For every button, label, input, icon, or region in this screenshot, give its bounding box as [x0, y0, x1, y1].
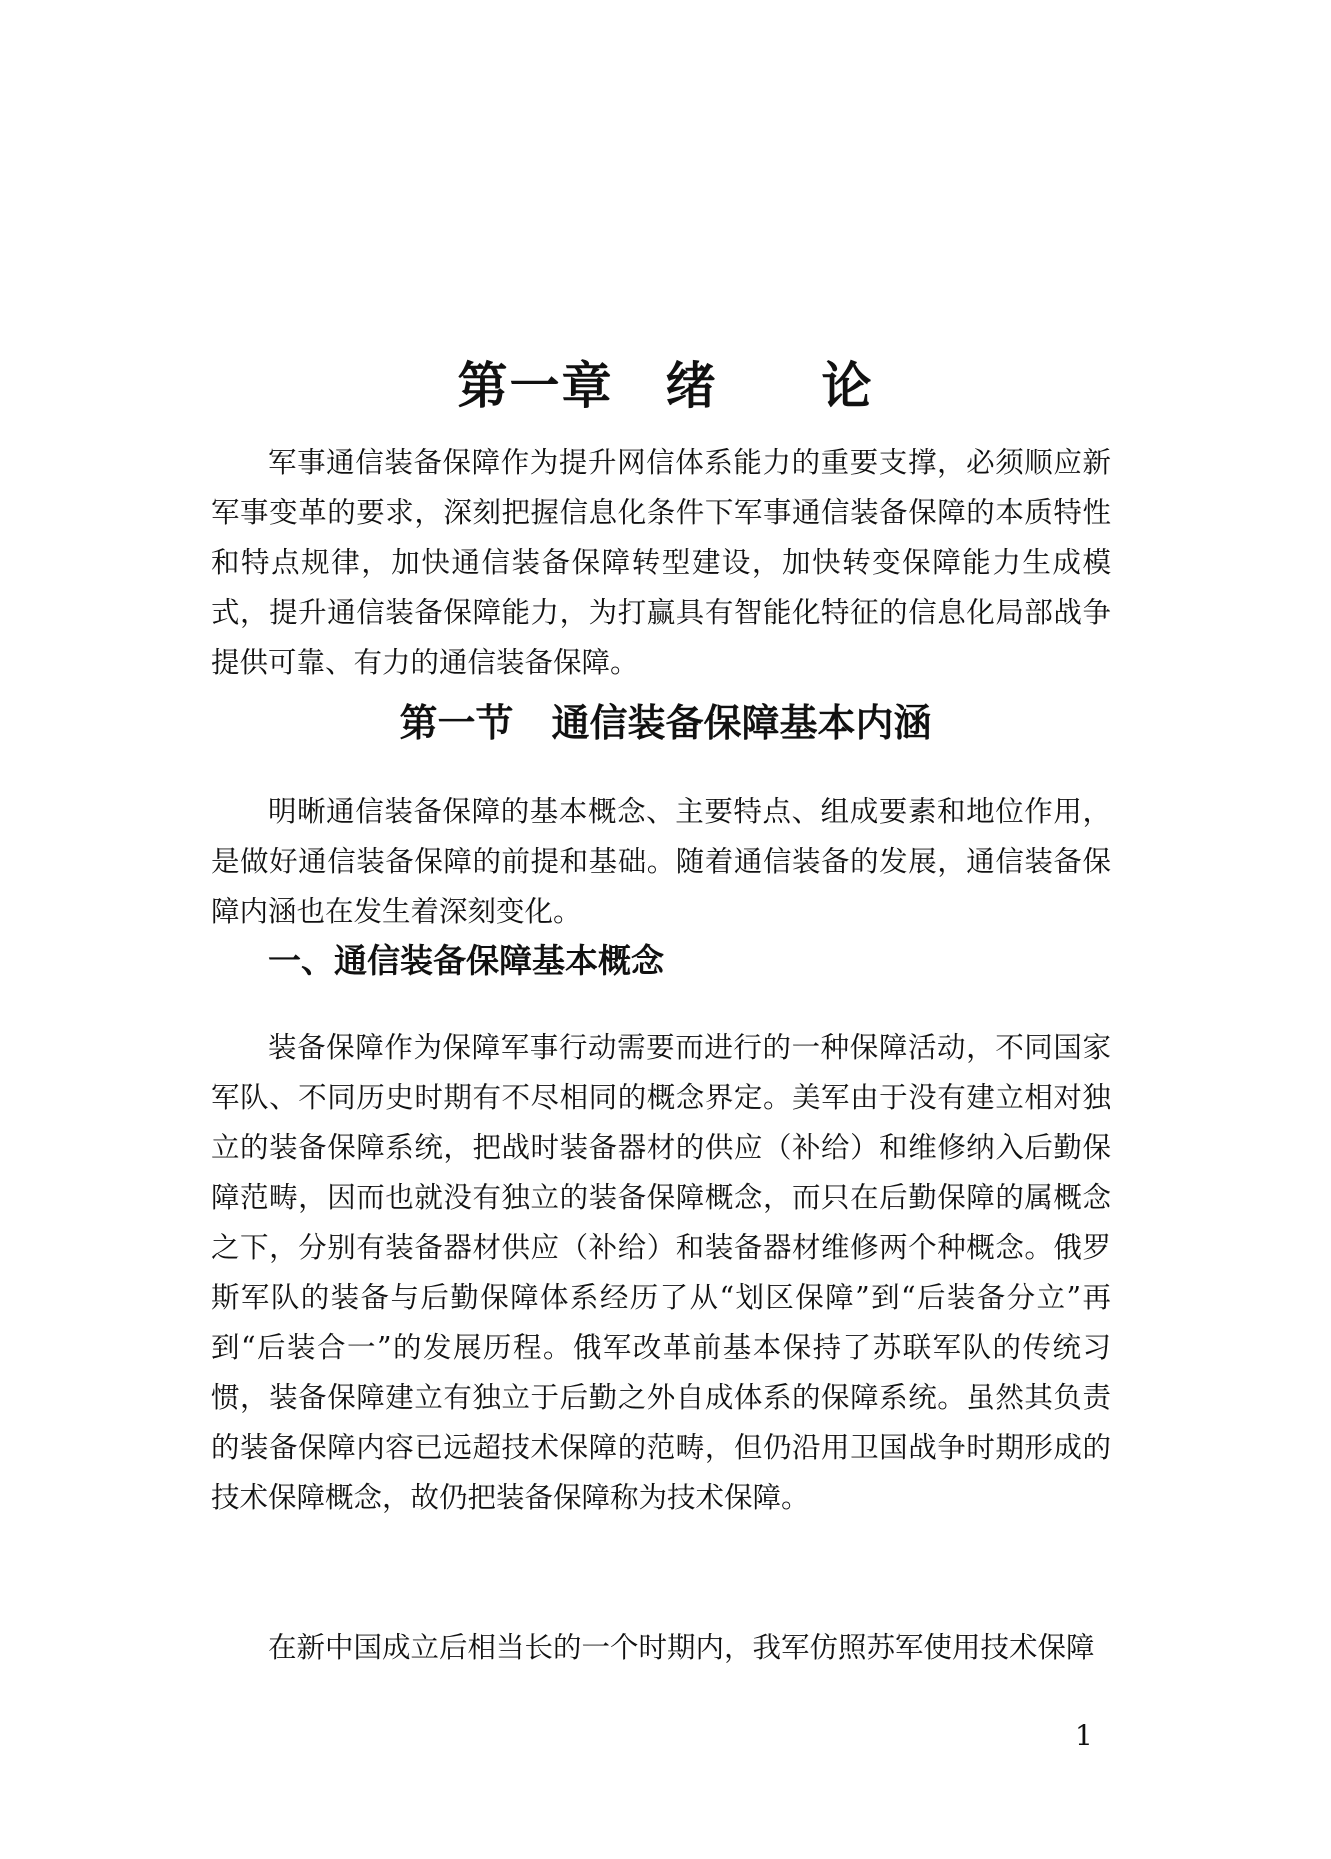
- section-title: 第一节 通信装备保障基本内涵: [399, 701, 932, 745]
- subsection-title: 一、通信装备保障基本概念: [268, 941, 664, 980]
- chapter-intro-paragraph: 军事通信装备保障作为提升网信体系能力的重要支撑，必须顺应新军事变革的要求，深刻把握信息化条件下军事通信装备保障的本质特性和特点规律，加快通信装备保障转型建设，加快转变保障能力生成模式，提升通信装备保障能力，为打赢具有智能化特征的信息化局部战争提供可靠、有力的通信装备保障。: [211, 446, 1111, 679]
- subsection-paragraph-2: 在新中国成立后相当长的一个时期内，我军仿照苏军使用技术保障: [268, 1631, 1095, 1664]
- page-number: 1: [1075, 1719, 1093, 1752]
- subsection-paragraph-1: 装备保障作为保障军事行动需要而进行的一种保障活动，不同国家军队、不同历史时期有不尽相同的概念界定。美军由于没有建立相对独立的装备保障系统，把战时装备器材的供应（补给）和维修纳入后勤保障范畴，因而也就没有独立的装备保障概念，而只在后勤保障的属概念之下，分别有装备器材供应（补给）和装备器材维修两个种概念。俄罗斯军队的装备与后勤保障体系经历了从“划区保障”到“后装备分立”再到“后装合一”的发展历程。俄军改革前基本保持了苏联军队的传统习惯，装备保障建立有独立于后勤之外自成体系的保障系统。虽然其负责的装备保障内容已远超技术保障的范畴，但仍沿用卫国战争时期形成的技术保障概念，故仍把装备保障称为技术保障。: [211, 1031, 1111, 1514]
- section-intro-paragraph: 明晰通信装备保障的基本概念、主要特点、组成要素和地位作用，是做好通信装备保障的前提和基础。随着通信装备的发展，通信装备保障内涵也在发生着深刻变化。: [211, 795, 1111, 928]
- chapter-title: 第一章 绪 论: [457, 356, 874, 415]
